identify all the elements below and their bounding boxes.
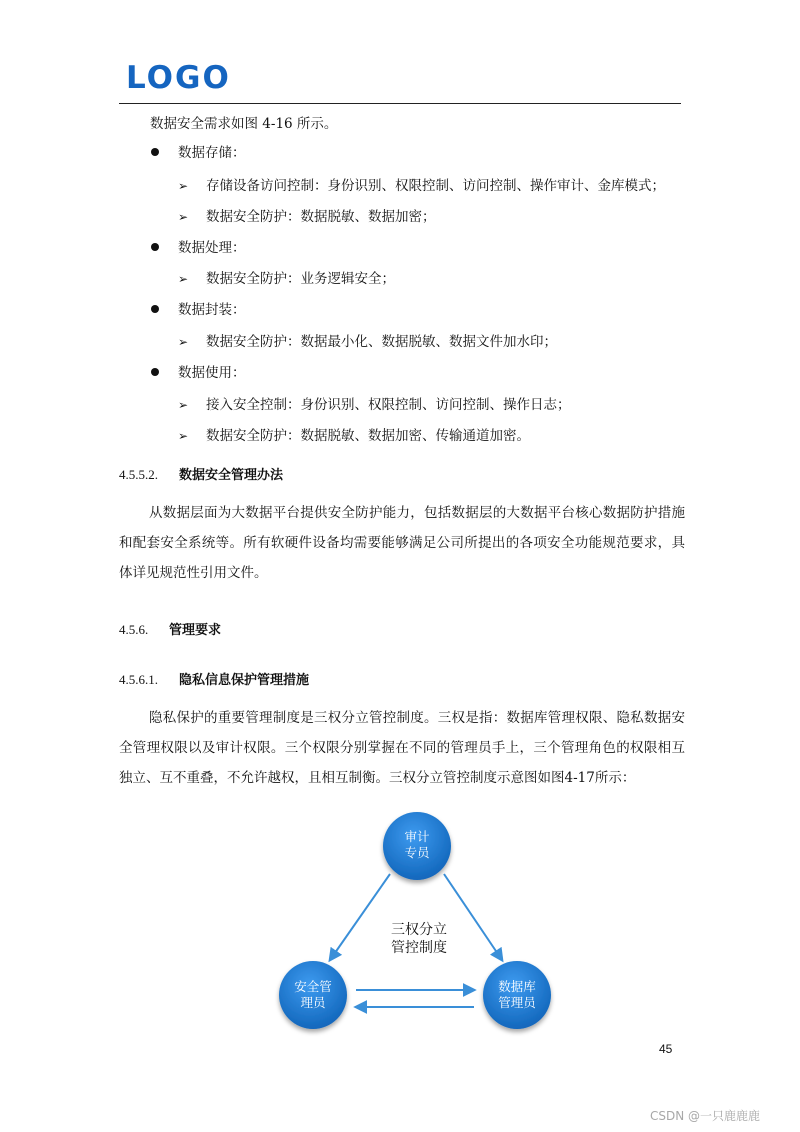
node-db-admin (483, 961, 551, 1029)
node-auditor (383, 812, 451, 880)
logo: LOGO (126, 60, 231, 96)
group-title: 数据封装： (178, 302, 246, 318)
paragraph: 隐私保护的重要管理制度是三权分立管控制度。三权是指：数据库管理权限、隐私数据安全管理权限以及审计权限。三个权限分别掌握在不同的管理员手上，三个管理角色的权限相互独立、互不重叠，不允许越权，且相互制衡。三权分立管控制度示意图如图4-17所示： (119, 710, 685, 786)
center-label: 三权分立 (391, 922, 447, 938)
list-item: 数据安全防护：数据最小化、数据脱敏、数据文件加水印； (206, 334, 557, 350)
arrow-bullet-icon: ➢ (178, 429, 189, 443)
bullet-icon (151, 243, 159, 251)
list-item: 数据安全防护：数据脱敏、数据加密； (206, 209, 436, 225)
node-label: 专员 (404, 845, 430, 860)
list-item: 数据安全防护：业务逻辑安全； (206, 271, 395, 287)
intro-text: 数据安全需求如图 4-16 所示。 (150, 116, 338, 132)
node-label: 安全管 (294, 979, 332, 994)
section-heading (119, 671, 309, 690)
three-powers-diagram (270, 808, 570, 1044)
page-number: 45 (659, 1042, 673, 1056)
arrow-bullet-icon: ➢ (178, 335, 189, 349)
section-number: 4.5.6.1. (119, 672, 158, 687)
arrow-bullet-icon: ➢ (178, 210, 189, 224)
node-label: 理员 (300, 995, 326, 1010)
paragraph: 从数据层面为大数据平台提供安全防护能力，包括数据层的大数据平台核心数据防护措施和配套安全系统等。所有软硬件设备均需要能够满足公司所提出的各项安全功能规范要求，具体详见规范性引用文件。 (119, 505, 685, 581)
arrow-top-to-left (330, 874, 390, 960)
node-label: 管理员 (498, 995, 536, 1010)
section-heading (119, 621, 221, 640)
bullet-icon (151, 305, 159, 313)
watermark: CSDN @一只鹿鹿鹿 (650, 1109, 761, 1123)
arrow-bullet-icon: ➢ (178, 398, 189, 412)
section-heading (119, 466, 283, 485)
section-title: 数据安全管理办法 (179, 468, 284, 483)
center-label: 管控制度 (391, 940, 447, 956)
header-rule (119, 103, 681, 104)
arrow-bullet-icon: ➢ (178, 272, 189, 286)
section-title: 隐私信息保护管理措施 (179, 673, 310, 688)
list-item: 接入安全控制：身份识别、权限控制、访问控制、操作日志； (206, 397, 571, 413)
group-title: 数据使用： (178, 365, 246, 381)
list-item: 存储设备访问控制：身份识别、权限控制、访问控制、操作审计、金库模式； (206, 178, 665, 194)
arrow-bullet-icon: ➢ (178, 179, 189, 193)
group-title: 数据存储： (178, 145, 246, 161)
bullet-icon (151, 148, 159, 156)
section-number: 4.5.5.2. (119, 467, 158, 482)
node-label: 数据库 (498, 979, 536, 994)
section-number: 4.5.6. (119, 622, 149, 637)
group-title: 数据处理： (178, 240, 246, 256)
node-label: 审计 (404, 829, 430, 844)
list-item: 数据安全防护：数据脱敏、数据加密、传输通道加密。 (206, 428, 530, 444)
bullet-icon (151, 368, 159, 376)
section-title: 管理要求 (169, 623, 222, 638)
node-security-admin (279, 961, 347, 1029)
arrow-top-to-right (444, 874, 502, 960)
